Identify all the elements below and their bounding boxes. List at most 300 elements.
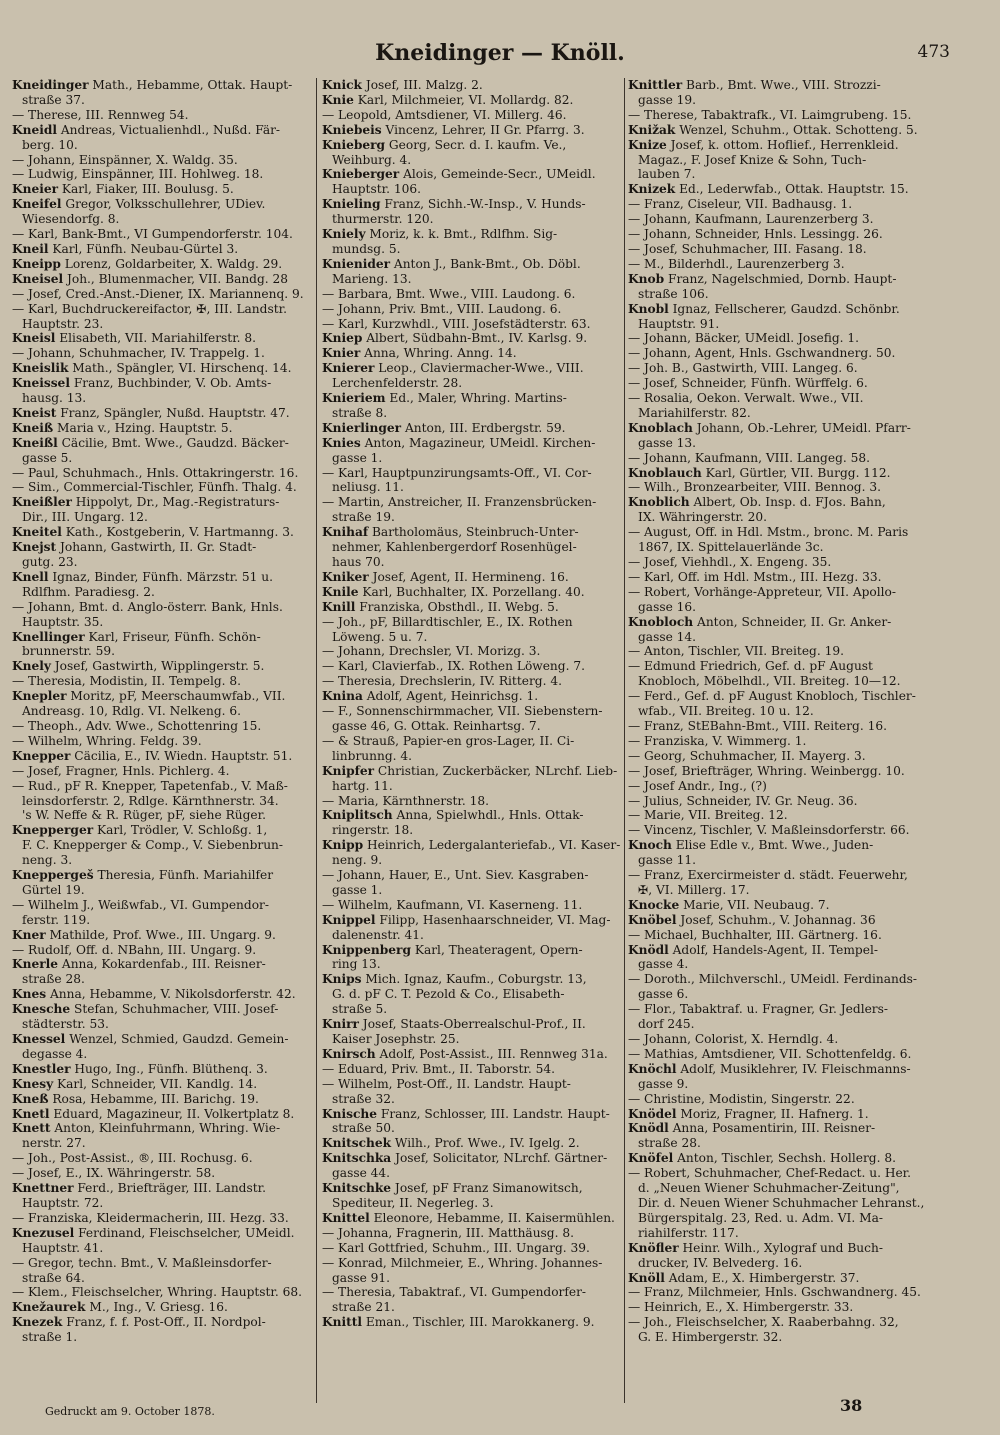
entry-line bbox=[322, 1271, 620, 1286]
entry-text: — Karl, Hauptpunzirungsamts-Off., VI. Cor- bbox=[322, 465, 592, 480]
directory-entry bbox=[628, 78, 944, 93]
directory-entry bbox=[628, 1241, 944, 1256]
directory-entry bbox=[12, 749, 312, 764]
entry-text: Hauptstr. 106. bbox=[332, 182, 421, 197]
entry-text: neliusg. 11. bbox=[332, 480, 404, 495]
entry-text: Anton, Schneider, II. Gr. Anker- bbox=[693, 614, 892, 629]
entry-surname: Kneiß bbox=[12, 420, 54, 435]
entry-text: neng. 9. bbox=[332, 853, 383, 868]
entry-line bbox=[322, 659, 620, 674]
entry-surname: Knitschke bbox=[322, 1181, 392, 1196]
entry-line bbox=[628, 1285, 944, 1300]
entry-line bbox=[322, 883, 620, 898]
entry-text: nehmer, Kahlenbergerdorf Rosenhügel- bbox=[332, 540, 577, 555]
entry-text: Rdlfhm. Paradiesg. 2. bbox=[22, 584, 155, 599]
entry-text: Franz, f. f. Post-Off., II. Nordpol- bbox=[62, 1315, 266, 1330]
entry-text: — Franz, Milchmeier, Hnls. Gschwandnerg. 45. bbox=[628, 1285, 921, 1300]
entry-surname: Knittl bbox=[322, 1315, 362, 1330]
directory-entry bbox=[628, 138, 944, 153]
entry-text: — Sim., Commercial-Tischler, Fünfh. Thalg. 4. bbox=[12, 480, 297, 495]
entry-text: G. E. Himbergerstr. 32. bbox=[638, 1330, 783, 1345]
entry-line bbox=[628, 346, 944, 361]
column-rule bbox=[316, 78, 317, 1403]
entry-text: G. d. pF C. T. Pezold & Co., Elisabeth- bbox=[332, 987, 565, 1002]
entry-text: — Johann, Schuhmacher, IV. Trappelg. 1. bbox=[12, 346, 265, 361]
entry-text: Karl, Fiaker, III. Boulusg. 5. bbox=[58, 182, 234, 197]
entry-surname: Knezusel bbox=[12, 1225, 75, 1240]
entry-surname: Kneisl bbox=[12, 331, 56, 346]
directory-entry bbox=[628, 1151, 944, 1166]
entry-text: gasse 4. bbox=[638, 957, 689, 972]
entry-line bbox=[12, 734, 312, 749]
entry-line bbox=[12, 153, 312, 168]
entry-text: Karl, Fünfh. Neubau-Gürtel 3. bbox=[48, 241, 239, 256]
entry-line bbox=[322, 1226, 620, 1241]
directory-entry bbox=[322, 197, 620, 212]
entry-text: — M., Bilderhdl., Laurenzerberg 3. bbox=[628, 256, 845, 271]
entry-line bbox=[12, 138, 312, 153]
entry-line bbox=[322, 898, 620, 913]
entry-text: Karl, Milchmeier, VI. Mollardg. 82. bbox=[353, 92, 574, 107]
entry-line bbox=[322, 495, 620, 510]
entry-text: Josef, Solicitator, NLrchf. Gärtner- bbox=[391, 1151, 608, 1166]
entry-text: Karl, Buchhalter, IX. Porzellang. 40. bbox=[358, 584, 585, 599]
entry-line bbox=[628, 510, 944, 525]
entry-text: lauben 7. bbox=[638, 167, 696, 182]
entry-text: ring 13. bbox=[332, 957, 381, 972]
entry-text: Franz, Buchbinder, V. Ob. Amts- bbox=[69, 376, 272, 391]
entry-surname: Knessel bbox=[12, 1032, 66, 1046]
directory-column-2 bbox=[322, 78, 620, 1408]
entry-text: gasse 5. bbox=[22, 450, 73, 465]
entry-surname: Kneissel bbox=[12, 376, 70, 391]
entry-surname: Knepperger bbox=[12, 823, 94, 838]
directory-entry bbox=[12, 868, 312, 883]
entry-line bbox=[322, 1121, 620, 1136]
entry-text: neng. 3. bbox=[22, 853, 73, 868]
entry-text: Mich. Ignaz, Kaufm., Coburgstr. 13, bbox=[361, 972, 587, 987]
page-number: 473 bbox=[917, 42, 950, 62]
entry-text: Alois, Gemeinde-Secr., UMeidl. bbox=[399, 167, 596, 182]
entry-text: straße 19. bbox=[332, 510, 395, 525]
entry-text: — Karl, Bank-Bmt., VI Gumpendorferstr. 104. bbox=[12, 227, 293, 242]
entry-line bbox=[12, 1330, 312, 1345]
entry-surname: Knes bbox=[12, 987, 47, 1002]
entry-text: Franziska, Obsthdl., II. Webg. 5. bbox=[355, 599, 559, 614]
directory-entry bbox=[322, 1181, 620, 1196]
entry-line bbox=[628, 957, 944, 972]
entry-text: gasse 1. bbox=[332, 882, 383, 897]
entry-text: straße 50. bbox=[332, 1121, 395, 1136]
entry-surname: Kner bbox=[12, 927, 46, 942]
entry-line bbox=[12, 302, 312, 317]
entry-surname: Knejst bbox=[12, 540, 57, 555]
directory-entry bbox=[628, 123, 944, 138]
entry-line bbox=[628, 764, 944, 779]
entry-surname: Knipp bbox=[322, 838, 364, 853]
entry-surname: Knienider bbox=[322, 256, 391, 271]
entry-surname: Knitschek bbox=[322, 1136, 392, 1151]
entry-text: Dir. d. Neuen Wiener Schuhmacher Lehranst., bbox=[638, 1195, 925, 1210]
entry-text: — Wilhelm, Kaufmann, VI. Kaserneng. 11. bbox=[322, 897, 583, 912]
entry-line bbox=[12, 1285, 312, 1300]
entry-line bbox=[628, 630, 944, 645]
directory-entry bbox=[322, 361, 620, 376]
entry-line bbox=[628, 808, 944, 823]
entry-text: Josef, III. Malzg. 2. bbox=[361, 78, 483, 92]
directory-entry bbox=[322, 1047, 620, 1062]
entry-text: — Michael, Buchhalter, III. Gärtnerg. 16. bbox=[628, 927, 882, 942]
directory-entry bbox=[322, 93, 620, 108]
entry-line bbox=[322, 1166, 620, 1181]
sheet-signature: 38 bbox=[840, 1396, 863, 1415]
directory-entry bbox=[12, 928, 312, 943]
directory-entry bbox=[628, 182, 944, 197]
directory-entry bbox=[628, 943, 944, 958]
directory-column-1 bbox=[12, 78, 312, 1408]
entry-line bbox=[322, 466, 620, 481]
entry-surname: Knell bbox=[12, 569, 49, 584]
entry-line bbox=[322, 376, 620, 391]
directory-entry bbox=[628, 1121, 944, 1136]
entry-text: — Mathias, Amtsdiener, VII. Schottenfeldg. 6. bbox=[628, 1046, 912, 1061]
entry-surname: Knittler bbox=[628, 78, 683, 92]
entry-text: Hauptstr. 91. bbox=[638, 316, 720, 331]
directory-entry bbox=[12, 421, 312, 436]
entry-line bbox=[628, 391, 944, 406]
entry-text: — Josef, E., IX. Währingerstr. 58. bbox=[12, 1166, 216, 1181]
entry-text: straße 28. bbox=[638, 1136, 701, 1151]
entry-line bbox=[628, 1211, 944, 1226]
entry-line bbox=[322, 630, 620, 645]
entry-surname: Knier bbox=[322, 346, 361, 361]
entry-text: Anna, Kokardenfab., III. Reisner- bbox=[58, 957, 266, 972]
entry-line bbox=[12, 227, 312, 242]
entry-surname: Kneppergeš bbox=[12, 868, 94, 883]
entry-text: gasse 91. bbox=[332, 1270, 391, 1285]
entry-line bbox=[322, 957, 620, 972]
entry-line bbox=[628, 525, 944, 540]
entry-line bbox=[628, 1136, 944, 1151]
entry-text: Wenzel, Schuhm., Ottak. Schotteng. 5. bbox=[675, 122, 918, 137]
entry-line bbox=[628, 1300, 944, 1315]
entry-line bbox=[322, 1002, 620, 1017]
entry-text: Karl, Trödler, V. Schloßg. 1, bbox=[93, 823, 268, 838]
entry-line bbox=[12, 1047, 312, 1062]
entry-text: Franz, Schlosser, III. Landstr. Haupt- bbox=[376, 1106, 610, 1121]
entry-text: städterstr. 53. bbox=[22, 1017, 109, 1032]
entry-text: Lerchenfelderstr. 28. bbox=[332, 376, 463, 391]
entry-text: — Gregor, techn. Bmt., V. Maßleinsdorfer- bbox=[12, 1255, 272, 1270]
directory-entry bbox=[628, 466, 944, 481]
entry-text: Gregor, Volksschullehrer, UDiev. bbox=[61, 197, 266, 212]
entry-surname: Kniep bbox=[322, 331, 363, 346]
entry-line bbox=[322, 272, 620, 287]
entry-surname: Knieberger bbox=[322, 167, 400, 182]
entry-surname: Knie bbox=[322, 92, 354, 107]
column-rule bbox=[624, 78, 625, 1403]
entry-line bbox=[322, 928, 620, 943]
entry-line bbox=[628, 480, 944, 495]
directory-entry bbox=[322, 331, 620, 346]
entry-text: Adolf, Musiklehrer, IV. Fleischmanns- bbox=[676, 1061, 911, 1076]
entry-line bbox=[322, 615, 620, 630]
entry-line bbox=[322, 480, 620, 495]
entry-surname: Knellinger bbox=[12, 629, 85, 644]
entry-line bbox=[628, 153, 944, 168]
entry-surname: Knips bbox=[322, 972, 362, 987]
entry-text: Marie, VII. Neubaug. 7. bbox=[679, 897, 830, 912]
entry-line bbox=[322, 153, 620, 168]
entry-surname: Knöbel bbox=[628, 912, 677, 927]
entry-text: — Ludwig, Einspänner, III. Hohlweg. 18. bbox=[12, 167, 264, 182]
entry-text: Anton, Magazineur, UMeidl. Kirchen- bbox=[360, 435, 596, 450]
entry-text: — Johanna, Fragnerin, III. Matthäusg. 8. bbox=[322, 1225, 574, 1240]
entry-line bbox=[322, 406, 620, 421]
entry-surname: Knödel bbox=[628, 1106, 677, 1121]
entry-line bbox=[628, 361, 944, 376]
entry-line bbox=[322, 287, 620, 302]
entry-surname: Kneist bbox=[12, 405, 57, 420]
directory-entry bbox=[12, 1300, 312, 1315]
entry-line bbox=[322, 749, 620, 764]
entry-line bbox=[12, 1241, 312, 1256]
directory-entry bbox=[322, 1211, 620, 1226]
directory-entry bbox=[12, 1092, 312, 1107]
entry-text: straße 28. bbox=[22, 972, 85, 987]
directory-entry bbox=[322, 600, 620, 615]
entry-text: Mathilde, Prof. Wwe., III. Ungarg. 9. bbox=[45, 927, 276, 942]
directory-entry bbox=[12, 540, 312, 555]
entry-line bbox=[628, 928, 944, 943]
directory-entry bbox=[322, 1315, 620, 1330]
entry-line bbox=[628, 242, 944, 257]
entry-surname: Knirsch bbox=[322, 1046, 376, 1061]
entry-text: hausg. 13. bbox=[22, 391, 87, 406]
entry-surname: Knödl bbox=[628, 942, 669, 957]
entry-line bbox=[12, 779, 312, 794]
entry-text: — Johann, Drechsler, VI. Morizg. 3. bbox=[322, 644, 541, 659]
entry-line bbox=[628, 823, 944, 838]
entry-text: Adolf, Agent, Heinrichsg. 1. bbox=[362, 689, 539, 704]
entry-text: Hauptstr. 72. bbox=[22, 1195, 104, 1210]
entry-text: gasse 13. bbox=[638, 435, 697, 450]
entry-surname: Kneitel bbox=[12, 525, 62, 540]
entry-line bbox=[628, 197, 944, 212]
entry-line bbox=[628, 779, 944, 794]
entry-line bbox=[628, 1166, 944, 1181]
directory-entry bbox=[12, 197, 312, 212]
directory-entry bbox=[12, 1121, 312, 1136]
directory-entry bbox=[322, 1136, 620, 1151]
directory-entry bbox=[12, 272, 312, 287]
entry-text: gasse 1. bbox=[332, 450, 383, 465]
directory-entry bbox=[12, 957, 312, 972]
directory-entry bbox=[322, 421, 620, 436]
directory-entry bbox=[12, 659, 312, 674]
entry-line bbox=[628, 734, 944, 749]
directory-entry bbox=[12, 78, 312, 93]
entry-text: — Georg, Schuhmacher, II. Mayerg. 3. bbox=[628, 748, 866, 763]
entry-line bbox=[322, 1256, 620, 1271]
entry-text: straße 106. bbox=[638, 286, 709, 301]
entry-text: — Wilhelm, Whring. Feldg. 39. bbox=[12, 733, 202, 748]
entry-text: Christian, Zuckerbäcker, NLrchf. Lieb- bbox=[374, 763, 618, 778]
entry-surname: Knill bbox=[322, 599, 356, 614]
entry-text: Karl, Theateragent, Opern- bbox=[410, 942, 583, 957]
entry-line bbox=[12, 108, 312, 123]
directory-entry bbox=[12, 689, 312, 704]
entry-text: — Konrad, Milchmeier, E., Whring. Johannes- bbox=[322, 1255, 603, 1270]
entry-text: Hugo, Ing., Fünfh. Blüthenq. 3. bbox=[70, 1061, 268, 1076]
entry-surname: Knoblich bbox=[628, 495, 690, 510]
entry-text: — Josef, Viehhdl., X. Engeng. 35. bbox=[628, 555, 832, 569]
entry-line bbox=[322, 555, 620, 570]
entry-line bbox=[322, 108, 620, 123]
entry-line bbox=[12, 1017, 312, 1032]
entry-line bbox=[12, 1166, 312, 1181]
entry-line bbox=[12, 212, 312, 227]
entry-text: gasse 19. bbox=[638, 92, 697, 107]
entry-text: mundsg. 5. bbox=[332, 241, 401, 256]
entry-line bbox=[322, 823, 620, 838]
entry-text: Maria v., Hzing. Hauptstr. 5. bbox=[53, 420, 233, 435]
entry-text: — Franz, StEBahn-Bmt., VIII. Reiterg. 16. bbox=[628, 718, 887, 733]
entry-surname: Knežaurek bbox=[12, 1300, 86, 1315]
directory-entry bbox=[12, 1107, 312, 1122]
directory-entry bbox=[322, 943, 620, 958]
directory-entry bbox=[12, 1032, 312, 1047]
directory-entry bbox=[12, 987, 312, 1002]
entry-line bbox=[12, 838, 312, 853]
entry-text: Math., Hebamme, Ottak. Haupt- bbox=[88, 78, 293, 92]
entry-line bbox=[12, 466, 312, 481]
entry-text: Anton, Kleinfuhrmann, Whring. Wie- bbox=[50, 1121, 281, 1136]
entry-text: — Flor., Tabaktraf. u. Fragner, Gr. Jedlers- bbox=[628, 1002, 888, 1017]
entry-line bbox=[628, 1077, 944, 1092]
entry-text: — Johann, Bäcker, UMeidl. Josefig. 1. bbox=[628, 331, 860, 346]
entry-line bbox=[322, 704, 620, 719]
entry-line bbox=[12, 794, 312, 809]
entry-line bbox=[628, 1032, 944, 1047]
entry-text: Hauptstr. 35. bbox=[22, 614, 104, 629]
entry-surname: Kneißler bbox=[12, 495, 72, 510]
entry-line bbox=[322, 1241, 620, 1256]
entry-text: — Rudolf, Off. d. NBahn, III. Ungarg. 9. bbox=[12, 942, 257, 957]
entry-text: — Franziska, V. Wimmerg. 1. bbox=[628, 733, 807, 748]
running-header bbox=[0, 40, 1000, 74]
entry-line bbox=[12, 391, 312, 406]
entry-line bbox=[628, 704, 944, 719]
directory-entry bbox=[12, 630, 312, 645]
entry-text: Leop., Claviermacher-Wwe., VIII. bbox=[374, 361, 584, 376]
entry-surname: Knische bbox=[322, 1106, 377, 1121]
directory-entry bbox=[322, 1151, 620, 1166]
entry-line bbox=[628, 689, 944, 704]
entry-text: straße 1. bbox=[22, 1330, 78, 1345]
entry-text: — F., Sonnenschirmmacher, VII. Siebenstern- bbox=[322, 704, 603, 719]
entry-text: straße 64. bbox=[22, 1270, 85, 1285]
entry-text: gasse 6. bbox=[638, 987, 689, 1002]
entry-text: Eleonore, Hebamme, II. Kaisermühlen. bbox=[369, 1210, 615, 1225]
entry-surname: Knesche bbox=[12, 1002, 71, 1017]
directory-entry bbox=[12, 182, 312, 197]
entry-line bbox=[12, 1271, 312, 1286]
entry-line bbox=[322, 734, 620, 749]
entry-text: — Therese, Tabaktrafk., VI. Laimgrubeng. 15. bbox=[628, 107, 912, 122]
entry-surname: Knezek bbox=[12, 1315, 63, 1330]
entry-text: Elise Edle v., Bmt. Wwe., Juden- bbox=[671, 838, 874, 853]
entry-surname: Knöll bbox=[628, 1270, 665, 1285]
running-title: Kneidinger — Knöll. bbox=[375, 40, 625, 66]
directory-entry bbox=[12, 242, 312, 257]
entry-line bbox=[12, 480, 312, 495]
directory-entry bbox=[322, 123, 620, 138]
entry-text: Marieng. 13. bbox=[332, 271, 412, 286]
entry-line bbox=[628, 287, 944, 302]
entry-surname: Knetl bbox=[12, 1106, 50, 1121]
entry-text: — Robert, Vorhänge-Appreteur, VII. Apollo- bbox=[628, 584, 897, 599]
entry-text: — Robert, Schuhmacher, Chef-Redact. u. Her. bbox=[628, 1166, 912, 1181]
entry-text: Ed., Lederwfab., Ottak. Hauptstr. 15. bbox=[675, 182, 909, 197]
entry-text: Hauptstr. 41. bbox=[22, 1240, 104, 1255]
entry-line bbox=[628, 1002, 944, 1017]
entry-text: Gürtel 19. bbox=[22, 882, 85, 897]
entry-text: — Christine, Modistin, Singerstr. 22. bbox=[628, 1091, 855, 1106]
entry-text: — Josef Andr., Ing., (?) bbox=[628, 778, 767, 793]
entry-text: Kath., Kostgeberin, V. Hartmanng. 3. bbox=[61, 525, 294, 540]
entry-surname: Knittel bbox=[322, 1210, 370, 1225]
directory-entry bbox=[12, 361, 312, 376]
entry-text: Vincenz, Lehrer, II Gr. Pfarrg. 3. bbox=[381, 122, 585, 137]
directory-entry bbox=[12, 1315, 312, 1330]
entry-line bbox=[628, 540, 944, 555]
entry-surname: Knipfer bbox=[322, 763, 375, 778]
entry-text: — Rud., pF R. Knepper, Tapetenfab., V. Maß- bbox=[12, 778, 288, 793]
entry-line bbox=[12, 898, 312, 913]
directory-entry bbox=[322, 391, 620, 406]
entry-line bbox=[628, 674, 944, 689]
entry-text: Josef, Staats-Oberrealschul-Prof., II. bbox=[358, 1017, 586, 1032]
entry-surname: Knitschka bbox=[322, 1151, 392, 1166]
entry-line bbox=[322, 451, 620, 466]
entry-text: Ed., Maler, Whring. Martins- bbox=[385, 391, 567, 406]
entry-surname: Knöfler bbox=[628, 1240, 679, 1255]
entry-text: Mariahilferstr. 82. bbox=[638, 405, 751, 420]
entry-text: Bartholomäus, Steinbruch-Unter- bbox=[368, 525, 579, 540]
entry-line bbox=[628, 227, 944, 242]
entry-text: Stefan, Schuhmacher, VIII. Josef- bbox=[70, 1002, 279, 1017]
entry-surname: Knies bbox=[322, 435, 361, 450]
entry-surname: Kneidl bbox=[12, 122, 57, 137]
entry-text: — Edmund Friedrich, Gef. d. pF August bbox=[628, 659, 873, 674]
entry-text: brunnerstr. 59. bbox=[22, 644, 115, 659]
entry-line bbox=[12, 615, 312, 630]
entry-text: Ignaz, Binder, Fünfh. Märzstr. 51 u. bbox=[48, 569, 273, 584]
entry-text: gasse 14. bbox=[638, 629, 697, 644]
entry-line bbox=[12, 644, 312, 659]
entry-line bbox=[12, 346, 312, 361]
entry-line bbox=[628, 406, 944, 421]
entry-text: wfab., VII. Breiteg. 10 u. 12. bbox=[638, 704, 814, 719]
entry-text: Eduard, Magazineur, II. Volkertplatz 8. bbox=[49, 1106, 295, 1121]
entry-text: Ignaz, Fellscherer, Gaudzd. Schönbr. bbox=[668, 301, 900, 316]
entry-line bbox=[628, 331, 944, 346]
entry-line bbox=[628, 108, 944, 123]
entry-surname: Knocke bbox=[628, 897, 680, 912]
entry-text: Heinr. Wilh., Xylograf und Buch- bbox=[678, 1240, 883, 1255]
entry-line bbox=[12, 93, 312, 108]
